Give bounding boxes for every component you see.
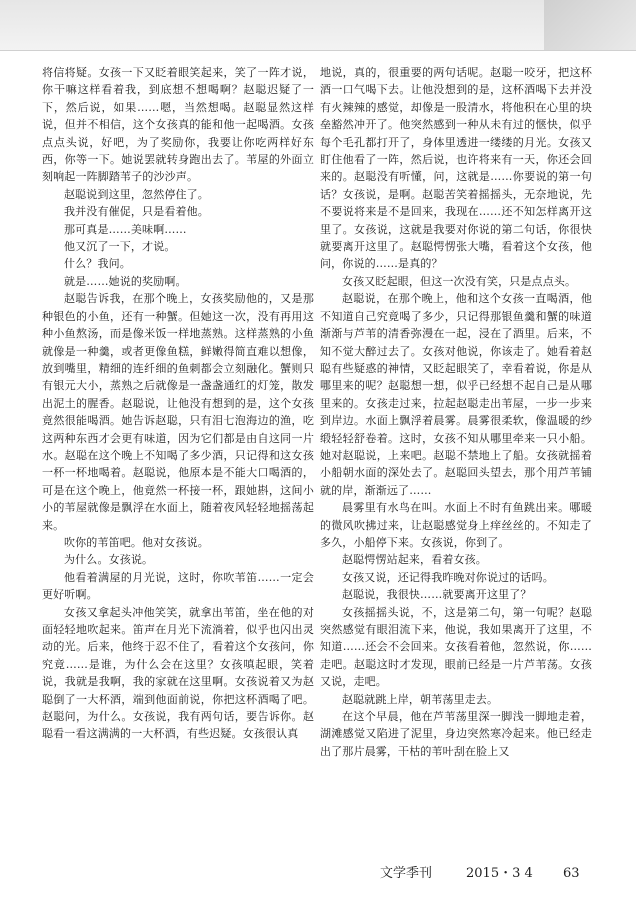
paragraph: 什么？我问。 (64, 257, 131, 271)
paragraph: 赵聪说到这里，忽然停住了。 (64, 187, 209, 201)
paragraph: 那可真是……美味啊…… (64, 222, 187, 236)
paragraph: 吹你的苇笛吧。他对女孩说。 (64, 535, 209, 549)
paragraph: 他又沉了一下，才说。 (64, 240, 176, 254)
journal-title: 文学季刊 (380, 866, 433, 881)
paragraph: 赵聪说，我很快……就要离开这里了？ (342, 588, 532, 602)
paragraph: 赵聪告诉我，在那个晚上，女孩奖励他的，又是那种银色的小鱼，还有一种蟹。但她这一次，没有再用这种小鱼熬汤，而是像米饭一样地蒸熟。这样蒸熟的小鱼就像是一种羹，或者更像鱼糕，鲜嫩得简直难以想像，放到嘴里，精细的连纤细的鱼刺都会立刻融化。蟹则只有银元大小，蒸熟之后就像是一盏盏通红的灯笼，散发出泥土的腥香。赵聪说，让他没有想到的是，这个女孩竟然很能喝酒。她告诉赵聪，只有泪七泡海边的渔，吃这两种东西才会更有味道，因为它们都是由自这同一片水。赵聪在这个晚上不知喝了多少酒，只记得和这女孩一杯一杯地喝着。赵聪说，他原本是不能大口喝酒的，可是在这个晚上，他竟然一杯接一杯，跟她斟，这间小小的苇屋就像是飘浮在水面上，随着夜风轻轻地摇荡起来。 (42, 292, 314, 532)
paragraph: 在这个早晨，他在芦苇荡里深一脚浅一脚地走着，湖滩感觉又陷进了泥里，身边突然寒冷起来。他已经走出了那片晨雾，干枯的苇叶刮在脸上又 (320, 710, 592, 758)
paragraph: 就是……她说的奖励啊。 (64, 274, 187, 288)
paragraph: 为什么。女孩说。 (64, 553, 154, 567)
paragraph: 女孩又眨起眼，但这一次没有笑，只是点点头。 (342, 274, 577, 288)
paragraph: 女孩又拿起头冲他笑笑，就拿出苇笛，坐在他的对面轻轻地吹起来。笛声在月光下流淌着，似乎也闪出灵动的光。后来，他终于忍不住了，看着这个女孩问，你究竟……是谁，为什么会在这里？女孩嗔起眼，笑着说，我就是我啊，我的家就在这里啊。女孩说着又为赵聪倒了一大杯酒，端到他面前说，你把这杯酒喝了吧。赵聪问，为什么。女孩说，我有两句话，要告诉你。赵聪看一看这满满的一大杯酒，有些迟疑。女孩很认真 (42, 605, 314, 741)
paragraph: 赵聪就跳上岸，朝苇荡里走去。 (342, 692, 499, 706)
header-corner-decoration (544, 0, 636, 50)
paragraph: 他看着满屋的月光说，这时，你吹苇笛……一定会更好听啊。 (42, 570, 314, 602)
header-divider (0, 50, 636, 51)
paragraph: 晨雾里有水鸟在叫。水面上不时有鱼跳出来。哪暖的微风吹拂过来，让赵聪感觉身上痒丝丝的。不知走了多久，小船停下来。女孩说，你到了。 (320, 501, 592, 549)
left-text-column (42, 64, 314, 848)
paragraph: 地说，真的，很重要的两句话呢。赵聪一咬牙，把这杯酒一口气喝下去。让他没想到的是，这杯酒喝下去并没有火辣辣的感觉，却像是一股清水，将他积在心里的块垒豁然冲开了。他突然感到一种从未有过的惬快，似乎每个毛孔都打开了，身体里透进一缕缕的月光。女孩又盯住他看了一阵，然后说，也许将来有一天，你还会回来的。赵聪没有听懂，问，这就是……你要说的第一句话？女孩说，是啊。赵聪苦笑着摇摇头，无奈地说，先不要说将来是不是回来，我现在……还不知怎样离开这里了。女孩说，这就是我要对你说的第二句话，你很快就要离开这里了。赵聪愕愣张大嘴，看着这个女孩，他问，你说的……是真的？ (320, 66, 592, 271)
right-text-column (320, 64, 592, 848)
paragraph: 将信将疑。女孩一下又眨着眼笑起来，笑了一阵才说，你干嘛这样看着我，到底想不想喝啊？赵聪迟疑了一下，然后说，如果……嗯，当然想喝。赵聪显然这样说，但并不相信，这个女孩真的能和他一起喝酒。女孩点点头说，好吧，为了奖励你，我要让你吃两样好东西，你等一下。她说罢就转身跑出去了。苇屋的外面立刻响起一阵脚踏苇子的沙沙声。 (42, 66, 314, 184)
paragraph: 我并没有催促，只是看着他。 (64, 205, 209, 219)
paragraph: 女孩又说，还记得我昨晚对你说过的话吗。 (342, 570, 554, 584)
paragraph: 赵聪说，在那个晚上，他和这个女孩一直喝酒，他不知道自己究竟喝了多少，只记得那银鱼羹和蟹的味道渐渐与芦苇的清香弥漫在一起，浸在了酒里。后来，不知不觉大醉过去了。女孩对他说，你该走了。她看着赵聪有些疑惑的神情，又眨起眼笑了，幸看着说，你是从哪里来的呢？赵聪想一想，似乎已经想不起自己是从哪里来的。女孩走过来，拉起赵聪走出苇屋，一步一步来到岸边。水面上飘浮着晨雾。晨雾很柔软，像温暖的纱缎轻轻舒卷着。这时，女孩不知从哪里牵来一只小船。她对赵聪说，上来吧。赵聪不禁地上了船。女孩就摇着小船朝水面的深处去了。赵聪回头望去，那个用芦苇铺就的岸，渐渐远了…… (320, 292, 592, 497)
page-number: 63 (563, 866, 580, 881)
top-header-band (0, 0, 636, 50)
paragraph: 赵聪愕愣站起来，看着女孩。 (342, 553, 487, 567)
paragraph: 女孩摇摇头说，不，这是第二句，第一句呢？赵聪突然感觉有眼泪流下来，他说，我如果离开了这里，不知道……还会不会回来。女孩看着他，忽然说，你……走吧。赵聪这时才发现，眼前已经是一片芦苇荡。女孩又说，走吧。 (320, 605, 592, 689)
issue-number: 2015・3 4 (466, 866, 533, 881)
